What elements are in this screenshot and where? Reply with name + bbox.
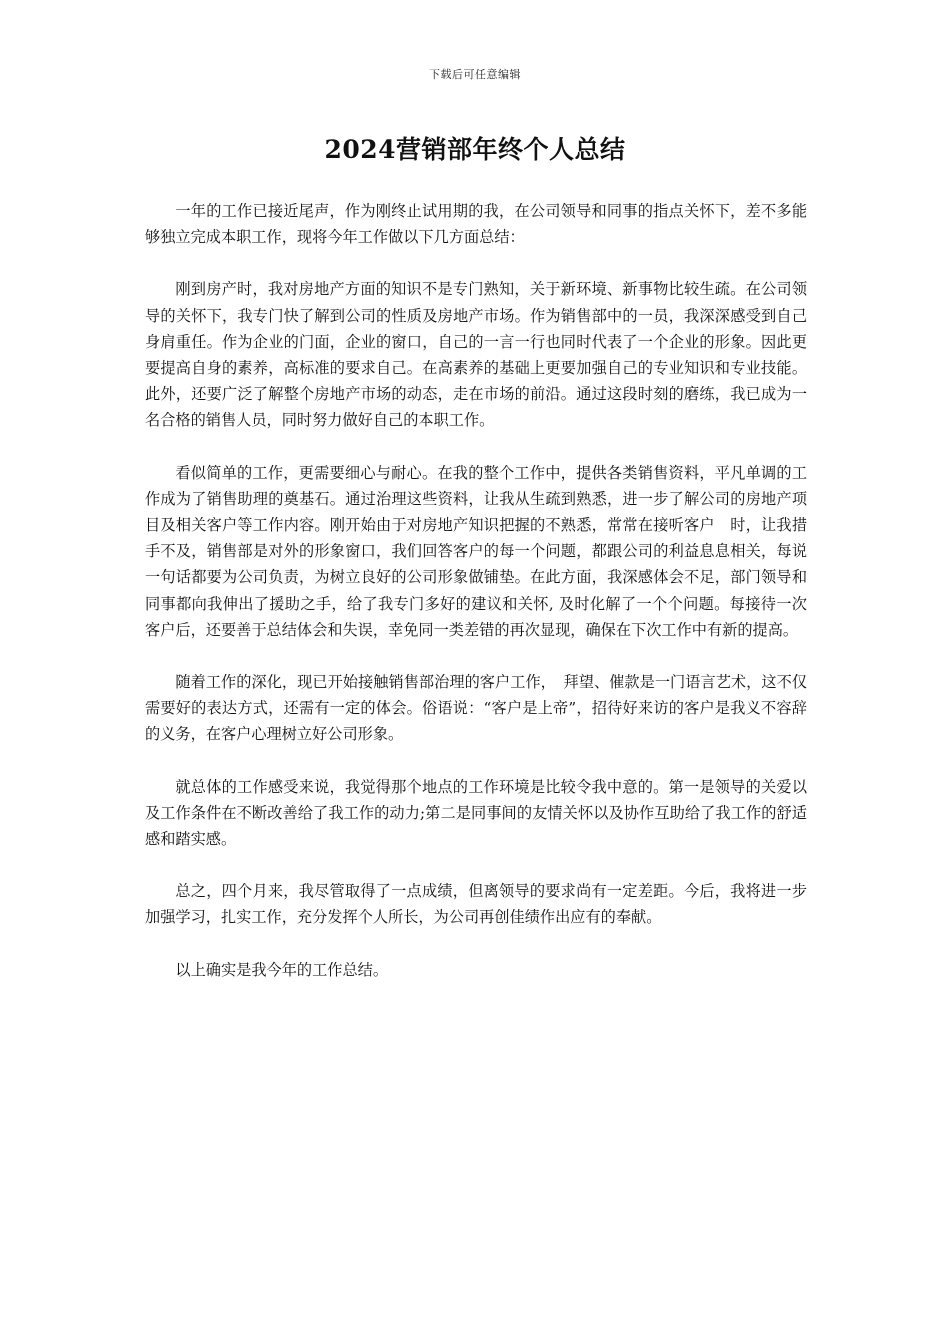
paragraph-conclusion: 总之，四个月来，我尽管取得了一点成绩，但离领导的要求尚有一定差距。今后，我将进一步加强学习，扎实工作，充分发挥个人所长，为公司再创佳绩作出应有的奉献。 — [145, 882, 807, 927]
download-note: 下载后可任意编辑 — [429, 68, 521, 81]
paragraph-closing: 以上确实是我今年的工作总结。 — [175, 960, 389, 979]
paragraph-intro: 一年的工作已接近尾声，作为刚终止试用期的我，在公司领导和同事的指点关怀下，差不多能够独立完成本职工作，现将今年工作做以下几方面总结： — [145, 202, 807, 247]
document-title: 2024营销部年终个人总结 — [324, 135, 626, 164]
paragraph-client-work: 随着工作的深化，现已开始接触销售部治理的客户工作， 拜望、催款是一门语言艺术，这不仅需要好的表达方式，还需有一定的体会。俗语说：“客户是上帝”，招待好来访的客户是我义不容辞的义务，在客户心理树立好公司形象。 — [145, 673, 807, 744]
paragraph-learning: 刚到房产时，我对房地产方面的知识不是专门熟知，关于新环境、新事物比较生疏。在公司领导的关怀下，我专门快了解到公司的性质及房地产市场。作为销售部中的一员，我深深感受到自己身肩重任。作为企业的门面，企业的窗口，自己的一言一行也同时代表了一个企业的形象。因此更要提高自身的素养，高标准的要求自己。在高素养的基础上更要加强自己的专业知识和专业技能。此外，还要广泛了解整个房地产市场的动态，走在市场的前沿。通过这段时刻的磨练，我已成为一名合格的销售人员，同时努力做好自己的本职工作。 — [145, 280, 807, 430]
paragraph-environment: 就总体的工作感受来说，我觉得那个地点的工作环境是比较令我中意的。第一是领导的关爱以及工作条件在不断改善给了我工作的动力;第二是同事间的友情关怀以及协作互助给了我工作的舒适感和踏实感。 — [145, 777, 807, 849]
paragraph-patience: 看似简单的工作，更需要细心与耐心。在我的整个工作中，提供各类销售资料，平凡单调的工作成为了销售助理的奠基石。通过治理这些资料，让我从生疏到熟悉，进一步了解公司的房地产项目及相关客户等工作内容。刚开始由于对房地产知识把握的不熟悉，常常在接听客户 时，让我措手不及，销售部是对外的形象窗口，我们回答客户的每一个问题，都跟公司的利益息息相关，每说一句话都要为公司负责，为树立良好的公司形象做铺垫。在此方面，我深感体会不足，部门领导和同事都向我伸出了援助之手，给了我专门多好的建议和关怀, 及时化解了一个个问题。每接待一次客户后，还要善于总结体会和失误，幸免同一类差错的再次显现，确保在下次工作中有新的提高。 — [145, 463, 807, 639]
document-body — [145, 198, 807, 1009]
